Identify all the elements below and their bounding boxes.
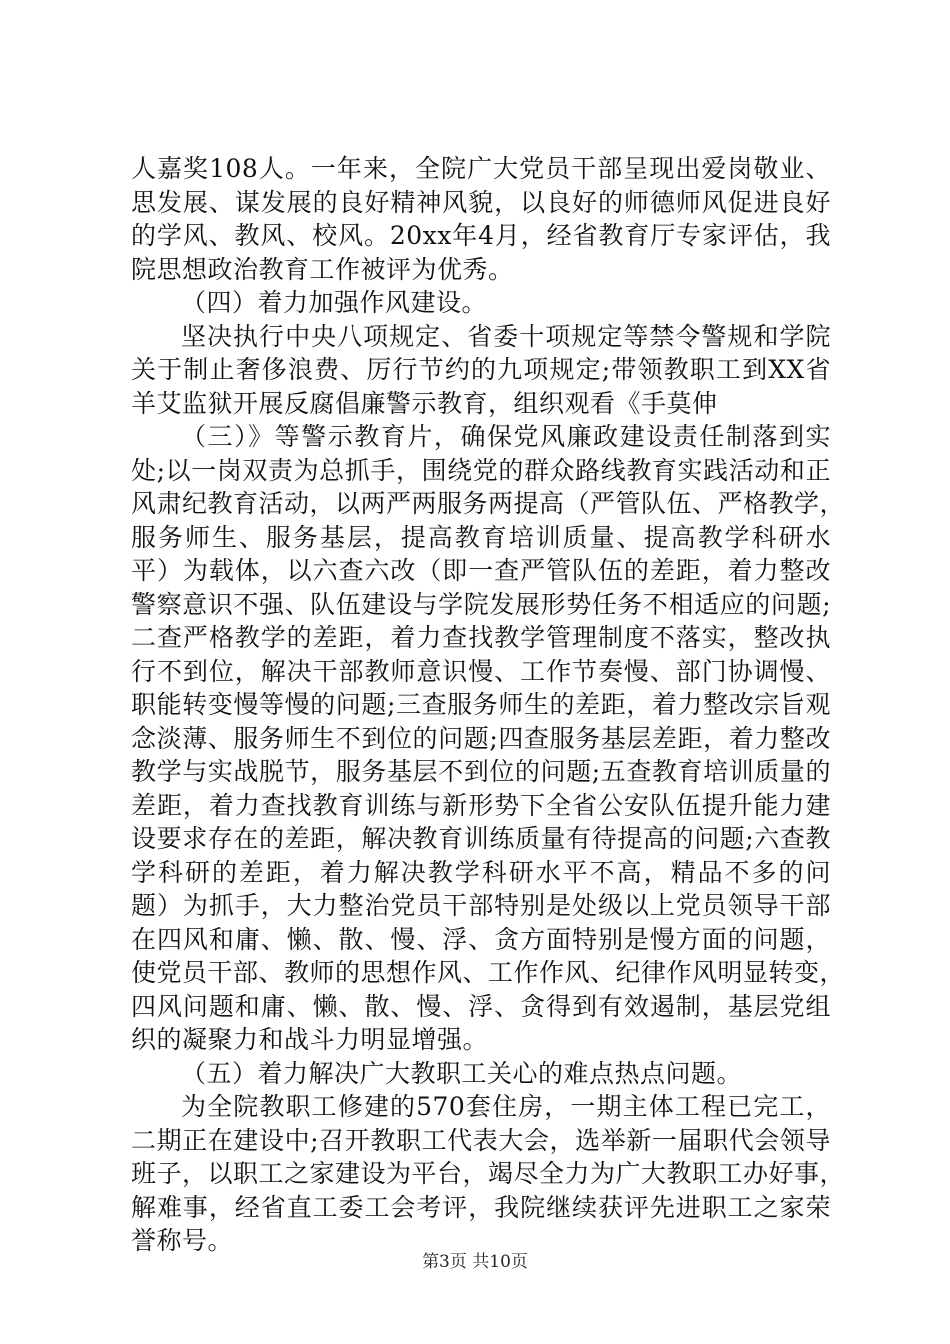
text-line: 院思想政治教育工作被评为优秀。: [131, 254, 514, 284]
text-line: 思发展、谋发展的良好精神风貌，以良好的师德师风促进良好: [131, 187, 831, 217]
text-line: 为全院教职工修建的570套住房，一期主体工程已完工，: [181, 1092, 831, 1121]
text-line: 处;以一岗双责为总抓手，围绕党的群众路线教育实践活动和正: [131, 455, 831, 485]
text-line: 职能转变慢等慢的问题;三查服务师生的差距，着力整改宗旨观: [131, 690, 831, 719]
text-line: 在四风和庸、懒、散、慢、浮、贪方面特别是慢方面的问题，: [131, 924, 831, 954]
text-line: 警察意识不强、队伍建设与学院发展形势任务不相适应的问题;: [131, 589, 831, 619]
text-line: 的学风、教风、校风。20xx年4月，经省教育厅专家评估，我: [131, 221, 831, 250]
text-line: 学科研的差距，着力解决教学科研水平不高，精品不多的问: [131, 857, 831, 887]
text-line: 织的凝聚力和战斗力明显增强。: [131, 1025, 489, 1054]
text-line: 服务师生、服务基层，提高教育培训质量、提高教学科研水: [131, 522, 831, 552]
page-number-footer: 第3页 共10页: [422, 1252, 528, 1272]
text-line: 风肃纪教育活动，以两严两服务两提高（严管队伍、严格教学，: [131, 489, 846, 518]
text-line: 班子，以职工之家建设为平台，竭尽全力为广大教职工办好事，: [131, 1159, 846, 1188]
text-line: 解难事，经省直工委工会考评，我院继续获评先进职工之家荣: [131, 1192, 831, 1222]
text-line: 设要求存在的差距，解决教育训练质量有待提高的问题;六查教: [131, 824, 831, 853]
text-line: 使党员干部、教师的思想作风、工作作风、纪律作风明显转变，: [131, 958, 846, 987]
text-line: 差距，着力查找教育训练与新形势下全省公安队伍提升能力建: [131, 790, 831, 820]
text-line: 坚决执行中央八项规定、省委十项规定等禁令警规和学院: [181, 321, 831, 351]
text-line: 关于制止奢侈浪费、厉行节约的九项规定;带领教职工到XX省: [131, 355, 831, 384]
text-line: 题）为抓手，大力整治党员干部特别是处级以上党员领导干部: [131, 891, 831, 920]
text-line: 羊艾监狱开展反腐倡廉警示教育，组织观看《手莫伸: [131, 388, 718, 418]
text-line: 行不到位，解决干部教师意识慢、工作节奏慢、部门协调慢、: [131, 656, 831, 686]
section-heading-5: （五）着力解决广大教职工关心的难点热点问题。: [181, 1058, 743, 1088]
text-line: 教学与实战脱节，服务基层不到位的问题;五查教育培训质量的: [131, 757, 831, 786]
text-line: 誉称号。: [131, 1226, 234, 1255]
text-line: 平）为载体，以六查六改（即一查严管队伍的差距，着力整改: [131, 556, 831, 585]
text-line: 人嘉奖108人。一年来，全院广大党员干部呈现出爱岗敬业、: [131, 154, 831, 183]
text-line: 二期正在建设中;召开教职工代表大会，选举新一届职代会领导: [131, 1125, 831, 1155]
document-body: [131, 152, 846, 1258]
text-line: 念淡薄、服务师生不到位的问题;四查服务基层差距，着力整改: [131, 723, 831, 753]
section-heading-4: （四）着力加强作风建设。: [181, 288, 488, 317]
text-line: 四风问题和庸、懒、散、慢、浮、贪得到有效遏制，基层党组: [131, 991, 831, 1021]
text-line: （三）》等警示教育片，确保党风廉政建设责任制落到实: [181, 422, 831, 451]
text-line: 二查严格教学的差距，着力查找教学管理制度不落实，整改执: [131, 623, 831, 652]
